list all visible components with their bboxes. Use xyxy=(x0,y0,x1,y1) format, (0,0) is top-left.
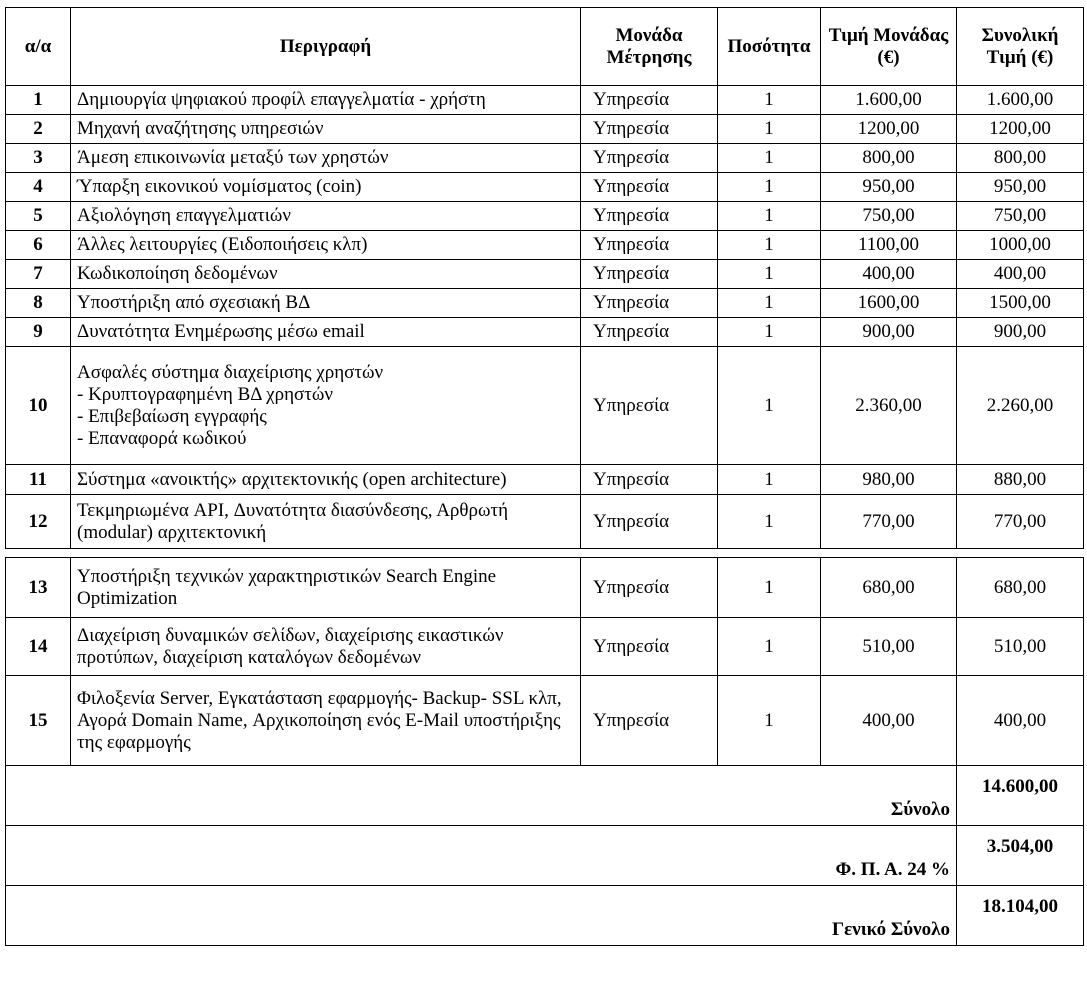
description-line: Αξιολόγηση επαγγελματιών xyxy=(77,205,291,226)
row-unit-price: 980,00 xyxy=(821,465,957,495)
row-number: 4 xyxy=(6,173,71,202)
header-unit xyxy=(581,8,718,86)
row-total: 680,00 xyxy=(957,558,1084,618)
row-unit-price: 750,00 xyxy=(821,202,957,231)
table-row xyxy=(6,465,1084,495)
table-row xyxy=(6,231,1084,260)
row-unit: Υπηρεσία xyxy=(581,465,718,495)
summary-section xyxy=(6,766,1084,946)
header-unit-price-line2: (€) xyxy=(877,46,900,68)
row-unit: Υπηρεσία xyxy=(581,347,718,465)
table-row xyxy=(6,318,1084,347)
summary-row xyxy=(6,766,1084,826)
description-line: (modular) αρχιτεκτονική xyxy=(77,521,267,543)
table-row xyxy=(6,86,1084,115)
row-quantity: 1 xyxy=(718,86,821,115)
row-number: 11 xyxy=(6,465,71,495)
description-line: Ύπαρξη εικονικού νομίσματος (coin) xyxy=(77,176,362,197)
table-row xyxy=(6,115,1084,144)
description-line: - Επιβεβαίωση εγγραφής xyxy=(77,405,267,427)
page-break-gap xyxy=(6,549,1084,558)
row-number: 14 xyxy=(6,618,71,676)
row-total: 400,00 xyxy=(957,260,1084,289)
row-description xyxy=(71,558,581,618)
summary-value: 14.600,00 xyxy=(957,766,1084,826)
row-description xyxy=(71,676,581,766)
gap-cell xyxy=(6,549,71,558)
gap-cell xyxy=(718,549,821,558)
row-unit-price: 900,00 xyxy=(821,318,957,347)
description-line: Δυνατότητα Ενημέρωσης μέσω email xyxy=(77,321,365,342)
row-description xyxy=(71,202,581,231)
row-total: 1200,00 xyxy=(957,115,1084,144)
row-quantity: 1 xyxy=(718,318,821,347)
row-description xyxy=(71,260,581,289)
row-number: 3 xyxy=(6,144,71,173)
description-line: - Επαναφορά κωδικού xyxy=(77,427,247,449)
summary-row xyxy=(6,826,1084,886)
row-quantity: 1 xyxy=(718,558,821,618)
row-number: 13 xyxy=(6,558,71,618)
table-row xyxy=(6,260,1084,289)
table-row xyxy=(6,144,1084,173)
row-unit: Υπηρεσία xyxy=(581,202,718,231)
row-description xyxy=(71,289,581,318)
row-unit: Υπηρεσία xyxy=(581,231,718,260)
gap-cell xyxy=(957,549,1084,558)
row-total: 2.260,00 xyxy=(957,347,1084,465)
description-line: Υποστήριξη από σχεσιακή ΒΔ xyxy=(77,292,311,313)
description-line: Αγορά Domain Name, Αρχικοποίηση ενός E-Mail υποστήριξης xyxy=(77,709,561,731)
row-total: 880,00 xyxy=(957,465,1084,495)
row-description xyxy=(71,144,581,173)
description-line: Μηχανή αναζήτησης υπηρεσιών xyxy=(77,118,324,139)
row-total: 770,00 xyxy=(957,495,1084,549)
summary-label: Σύνολο xyxy=(6,766,957,826)
row-total: 750,00 xyxy=(957,202,1084,231)
row-number: 7 xyxy=(6,260,71,289)
row-quantity: 1 xyxy=(718,676,821,766)
row-unit-price: 400,00 xyxy=(821,676,957,766)
row-unit: Υπηρεσία xyxy=(581,676,718,766)
row-unit: Υπηρεσία xyxy=(581,173,718,202)
row-quantity: 1 xyxy=(718,347,821,465)
description-line: Optimization xyxy=(77,587,178,609)
table-body xyxy=(6,86,1084,766)
table-row xyxy=(6,676,1084,766)
row-quantity: 1 xyxy=(718,231,821,260)
row-unit-price: 800,00 xyxy=(821,144,957,173)
row-unit: Υπηρεσία xyxy=(581,144,718,173)
header-unit-line2: Μέτρησης xyxy=(606,46,692,68)
row-description xyxy=(71,347,581,465)
description-line: της εφαρμογής xyxy=(77,731,191,753)
table-row xyxy=(6,495,1084,549)
header-total-line2: Τιμή (€) xyxy=(986,46,1054,68)
row-number: 15 xyxy=(6,676,71,766)
table-row xyxy=(6,347,1084,465)
row-total: 950,00 xyxy=(957,173,1084,202)
header-unit-line1: Μονάδα xyxy=(615,24,683,46)
description-line: Άμεση επικοινωνία μεταξύ των χρηστών xyxy=(77,147,389,168)
gap-cell xyxy=(821,549,957,558)
row-unit: Υπηρεσία xyxy=(581,618,718,676)
row-unit-price: 680,00 xyxy=(821,558,957,618)
description-line: - Κρυπτογραφημένη ΒΔ χρηστών xyxy=(77,383,334,405)
row-unit-price: 1.600,00 xyxy=(821,86,957,115)
header-total xyxy=(957,8,1084,86)
header-quantity: Ποσότητα xyxy=(718,8,821,86)
row-total: 900,00 xyxy=(957,318,1084,347)
row-unit: Υπηρεσία xyxy=(581,86,718,115)
row-quantity: 1 xyxy=(718,495,821,549)
description-line: Δημιουργία ψηφιακού προφίλ επαγγελματία - χρήστη xyxy=(77,89,486,110)
row-number: 1 xyxy=(6,86,71,115)
row-unit: Υπηρεσία xyxy=(581,115,718,144)
row-description xyxy=(71,231,581,260)
row-total: 510,00 xyxy=(957,618,1084,676)
header-description: Περιγραφή xyxy=(71,8,581,86)
row-unit-price: 950,00 xyxy=(821,173,957,202)
summary-value: 3.504,00 xyxy=(957,826,1084,886)
description-line: προτύπων, διαχείριση καταλόγων δεδομένων xyxy=(77,646,422,668)
header-aa: α/α xyxy=(6,8,71,86)
header-unit-price xyxy=(821,8,957,86)
row-description xyxy=(71,86,581,115)
description-line: Διαχείριση δυναμικών σελίδων, διαχείρισης εικαστικών xyxy=(77,624,504,646)
row-unit-price: 1200,00 xyxy=(821,115,957,144)
row-number: 5 xyxy=(6,202,71,231)
description-line: Ασφαλές σύστημα διαχείρισης χρηστών xyxy=(77,361,384,383)
header-unit-price-line1: Τιμή Μονάδας xyxy=(828,24,949,46)
table-row xyxy=(6,202,1084,231)
row-quantity: 1 xyxy=(718,465,821,495)
row-number: 2 xyxy=(6,115,71,144)
row-unit: Υπηρεσία xyxy=(581,558,718,618)
table-row xyxy=(6,173,1084,202)
gap-cell xyxy=(581,549,718,558)
row-number: 8 xyxy=(6,289,71,318)
row-unit-price: 770,00 xyxy=(821,495,957,549)
row-description xyxy=(71,115,581,144)
row-number: 12 xyxy=(6,495,71,549)
description-line: Υποστήριξη τεχνικών χαρακτηριστικών Search Engine xyxy=(77,565,497,587)
table-row xyxy=(6,558,1084,618)
description-line: Φιλοξενία Server, Εγκατάσταση εφαρμογής- Backup- SSL κλπ, xyxy=(77,687,562,709)
row-unit-price: 1100,00 xyxy=(821,231,957,260)
row-number: 10 xyxy=(6,347,71,465)
table-row xyxy=(6,618,1084,676)
description-line: Άλλες λειτουργίες (Ειδοποιήσεις κλπ) xyxy=(77,234,368,255)
row-quantity: 1 xyxy=(718,144,821,173)
row-total: 1000,00 xyxy=(957,231,1084,260)
row-quantity: 1 xyxy=(718,618,821,676)
row-description xyxy=(71,465,581,495)
row-total: 400,00 xyxy=(957,676,1084,766)
summary-row xyxy=(6,886,1084,946)
row-unit: Υπηρεσία xyxy=(581,318,718,347)
description-line: Τεκμηριωμένα API, Δυνατότητα διασύνδεσης, Αρθρωτή xyxy=(77,499,509,521)
description-line: Κωδικοποίηση δεδομένων xyxy=(77,263,278,284)
pricing-table xyxy=(5,7,1084,946)
row-quantity: 1 xyxy=(718,115,821,144)
row-number: 9 xyxy=(6,318,71,347)
row-quantity: 1 xyxy=(718,289,821,318)
row-unit: Υπηρεσία xyxy=(581,495,718,549)
summary-label: Γενικό Σύνολο xyxy=(6,886,957,946)
row-quantity: 1 xyxy=(718,202,821,231)
row-total: 1.600,00 xyxy=(957,86,1084,115)
row-unit-price: 400,00 xyxy=(821,260,957,289)
row-unit-price: 1600,00 xyxy=(821,289,957,318)
row-number: 6 xyxy=(6,231,71,260)
table-header-row xyxy=(6,8,1084,86)
gap-cell xyxy=(71,549,581,558)
row-quantity: 1 xyxy=(718,260,821,289)
row-total: 1500,00 xyxy=(957,289,1084,318)
row-unit: Υπηρεσία xyxy=(581,289,718,318)
row-description xyxy=(71,318,581,347)
row-total: 800,00 xyxy=(957,144,1084,173)
row-description xyxy=(71,495,581,549)
summary-label: Φ. Π. Α. 24 % xyxy=(6,826,957,886)
table-row xyxy=(6,289,1084,318)
header-total-line1: Συνολική xyxy=(981,24,1059,46)
row-description xyxy=(71,618,581,676)
row-unit: Υπηρεσία xyxy=(581,260,718,289)
row-quantity: 1 xyxy=(718,173,821,202)
summary-value: 18.104,00 xyxy=(957,886,1084,946)
row-unit-price: 510,00 xyxy=(821,618,957,676)
description-line: Σύστημα «ανοικτής» αρχιτεκτονικής (open architecture) xyxy=(77,468,507,490)
row-description xyxy=(71,173,581,202)
row-unit-price: 2.360,00 xyxy=(821,347,957,465)
